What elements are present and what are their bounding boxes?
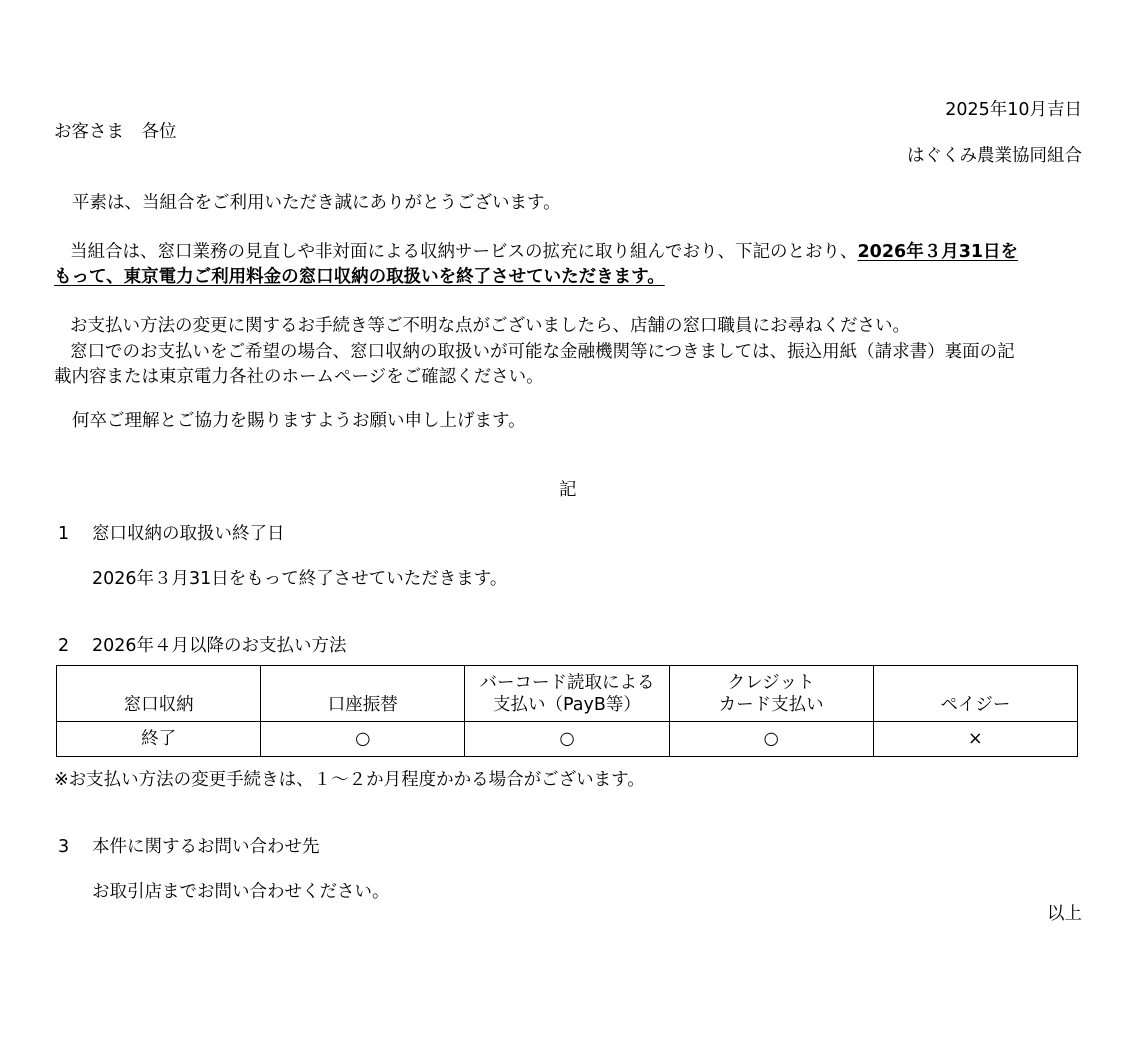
section-3-number: 3 <box>58 837 70 857</box>
table-cell: × <box>873 722 1077 757</box>
notice-lead-text: 当組合は、窓口業務の見直しや非対面による収納サービスの拡充に取り組んでおり、下記のとおり、 <box>70 242 858 262</box>
notice-paragraph <box>54 240 1082 292</box>
ki-heading: 記 <box>559 480 577 500</box>
section-1-title: 窓口収納の取扱い終了日 <box>92 524 285 544</box>
section-1-number: 1 <box>58 524 70 544</box>
closing-paragraph: 何卒ご理解とご協力を賜りますようお願い申し上げます。 <box>72 411 526 431</box>
table-cell: 終了 <box>57 722 261 757</box>
table-header-cell: 窓口収納 <box>57 666 261 722</box>
ending-mark: 以上 <box>1047 904 1082 924</box>
payment-note: ※お支払い方法の変更手続きは、１～２か月程度かかる場合がございます。 <box>54 770 645 790</box>
table-cell: ○ <box>261 722 465 757</box>
table-row <box>57 722 1078 757</box>
table-header-cell: ペイジー <box>873 666 1077 722</box>
table-header-row <box>57 666 1078 722</box>
table-cell: ○ <box>465 722 669 757</box>
payment-methods-table <box>56 665 1078 757</box>
table-header-cell: バーコード読取による 支払い（PayB等） <box>465 666 669 722</box>
table-header-cell: 口座振替 <box>261 666 465 722</box>
inquiry-paragraph: お支払い方法の変更に関するお手続き等ご不明な点がございましたら、店舗の窓口職員にお尋ねください。 <box>70 316 910 336</box>
section-3-title: 本件に関するお問い合わせ先 <box>92 837 320 857</box>
section-3-content: お取引店までお問い合わせください。 <box>92 882 390 902</box>
section-1-content: 2026年３月31日をもって終了させていただきます。 <box>92 569 508 589</box>
greeting-paragraph: 平素は、当組合をご利用いただき誠にありがとうございます。 <box>72 193 561 213</box>
counter-paragraph-line2: 載内容または東京電力各社のホームページをご確認ください。 <box>54 367 544 387</box>
sender-line: はぐくみ農業協同組合 <box>907 146 1082 166</box>
table-cell: ○ <box>669 722 873 757</box>
section-2-number: 2 <box>58 636 70 656</box>
date-line: 2025年10月吉日 <box>945 100 1082 120</box>
section-2-title: 2026年４月以降のお支払い方法 <box>92 636 347 656</box>
notice-end-statement: もって、東京電力ご利用料金の窓口収納の取扱いを終了させていただきます。 <box>54 267 665 287</box>
counter-paragraph-line1: 窓口でのお支払いをご希望の場合、窓口収納の取扱いが可能な金融機関等につきましては、振込用紙（請求書）裏面の記 <box>70 342 1015 362</box>
notice-end-date: 2026年３月31日を <box>857 242 1019 262</box>
recipient-line: お客さま 各位 <box>54 122 177 142</box>
table-header-cell: クレジット カード支払い <box>669 666 873 722</box>
